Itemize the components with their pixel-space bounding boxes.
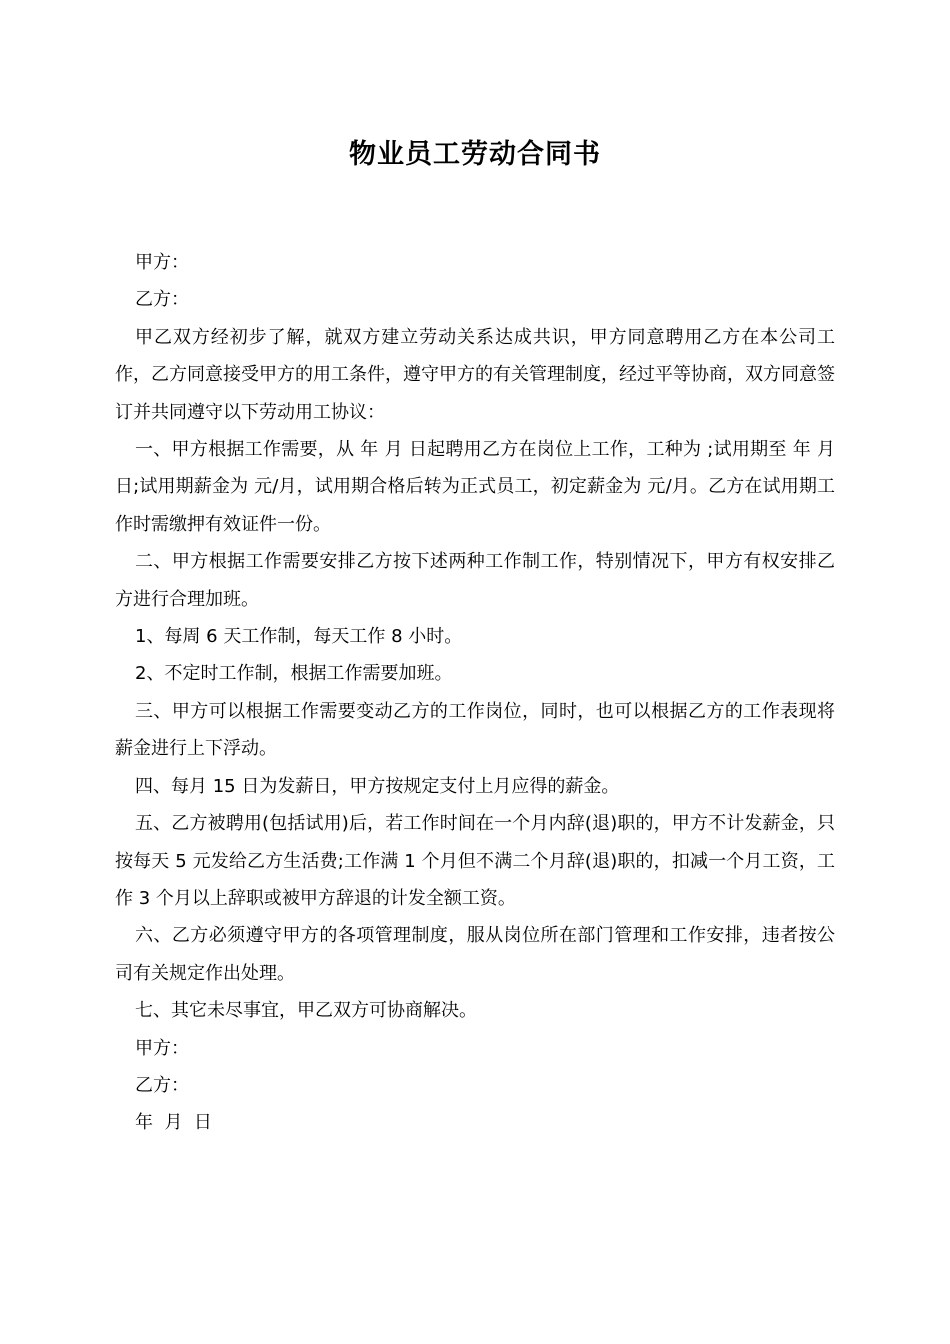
document-body	[115, 244, 835, 1142]
clause-2-paragraph: 二、甲方根据工作需要安排乙方按下述两种工作制工作，特别情况下，甲方有权安排乙方进行合理加班。	[115, 551, 835, 610]
signature-party-a: 甲方：	[135, 1037, 189, 1059]
clause-3-paragraph: 三、甲方可以根据工作需要变动乙方的工作岗位，同时，也可以根据乙方的工作表现将薪金进行上下浮动。	[115, 700, 835, 760]
party-a-line: 甲方：	[135, 252, 189, 273]
signature-date: 年 月 日	[135, 1112, 212, 1134]
clause-2-item-2: 2、不定时工作制，根据工作需要加班。	[135, 663, 453, 685]
document-title: 物业员工劳动合同书	[349, 139, 601, 170]
clause-4-paragraph: 四、每月 15 日为发薪日，甲方按规定支付上月应得的薪金。	[135, 775, 620, 797]
clause-2-item-1: 1、每周 6 天工作制，每天工作 8 小时。	[135, 626, 463, 648]
signature-party-b: 乙方：	[135, 1074, 189, 1096]
preamble-paragraph: 甲乙双方经初步了解，就双方建立劳动关系达成共识，甲方同意聘用乙方在本公司工作，乙方同意接受甲方的用工条件，遵守甲方的有关管理制度，经过平等协商，双方同意签订并共同遵守以下劳动用工协议：	[115, 326, 835, 423]
clause-1-paragraph: 一、甲方根据工作需要，从 年 月 日起聘用乙方在岗位上工作，工种为 ;试用期至 年 月 日;试用期薪金为 元/月，试用期合格后转为正式员工，初定薪金为 元/月。乙方在试用期工作时需缴押有效证件一份。	[115, 439, 835, 535]
clause-6-paragraph: 六、乙方必须遵守甲方的各项管理制度，服从岗位所在部门管理和工作安排，违者按公司有关规定作出处理。	[115, 925, 835, 984]
clause-7-paragraph: 七、其它未尽事宜，甲乙双方可协商解决。	[135, 1000, 477, 1022]
party-b-line: 乙方：	[135, 289, 189, 311]
clause-5-paragraph: 五、乙方被聘用(包括试用)后，若工作时间在一个月内辞(退)职的，甲方不计发薪金，只按每天 5 元发给乙方生活费;工作满 1 个月但不满二个月辞(退)职的，扣减一个月工资，工作 3 个月以上辞职或被甲方辞退的计发全额工资。	[115, 813, 835, 909]
